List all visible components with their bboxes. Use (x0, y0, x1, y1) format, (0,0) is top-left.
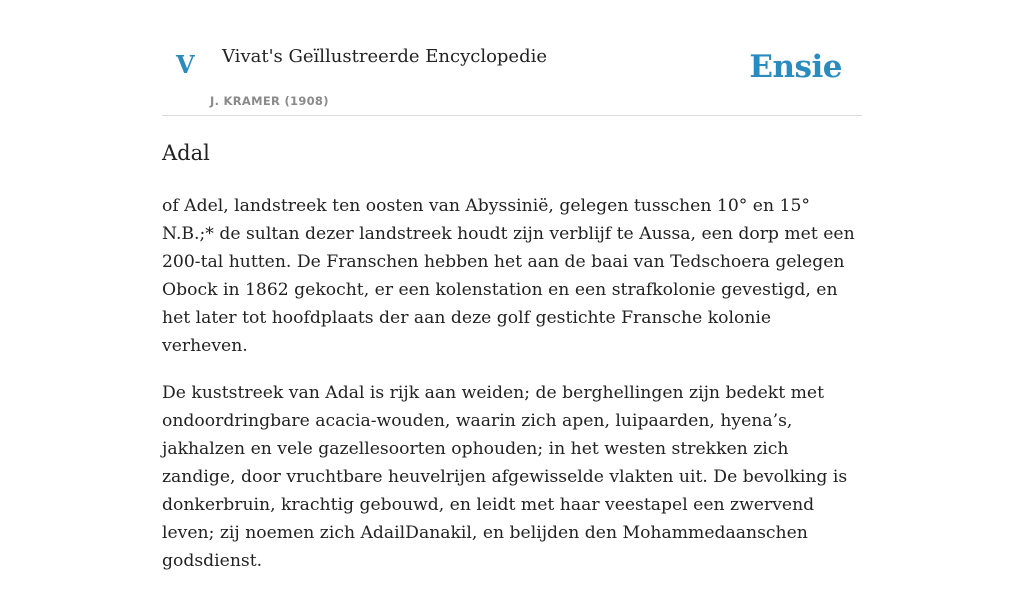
ensie-logo-link[interactable]: Ensie (749, 49, 842, 85)
entry-title: Adal (162, 141, 210, 165)
entry-body (162, 192, 862, 594)
entry-paragraph: De kuststreek van Adal is rijk aan weiden; de berghellingen zijn bedekt met ondoordringbare acacia-wouden, waarin zich apen, luipaarden, hyena’s, jakhalzen en vele gazellesoorten ophouden; in het westen strekken zich zandige, door vruchtbare heuvelrijen afgewisselde vlakten uit. De bevolking is donkerbruin, krachtig gebouwd, en leidt met haar veestapel een zwervend leven; zij noemen zich AdailDanakil, en belijden den Mohammedaanschen godsdienst. (162, 383, 848, 571)
source-header (162, 0, 862, 116)
source-title-link[interactable]: Vivat's Geïllustreerde Encyclopedie (222, 46, 548, 67)
entry-paragraph: of Adel, landstreek ten oosten van Abyssinië, gelegen tusschen 10° en 15° N.B.;* de sultan dezer landstreek houdt zijn verblijf te Aussa, een dorp met een 200-tal hutten. De Franschen hebben het aan de baai van Tedschoera gelegen Obock in 1862 gekocht, er een kolenstation en een strafkolonie gevestigd, en het later tot hoofdplaats der aan deze golf gestichte Fransche kolonie verheven. (162, 196, 855, 356)
source-logo-icon[interactable]: V (176, 50, 195, 79)
source-author: J. KRAMER (1908) (210, 94, 329, 108)
